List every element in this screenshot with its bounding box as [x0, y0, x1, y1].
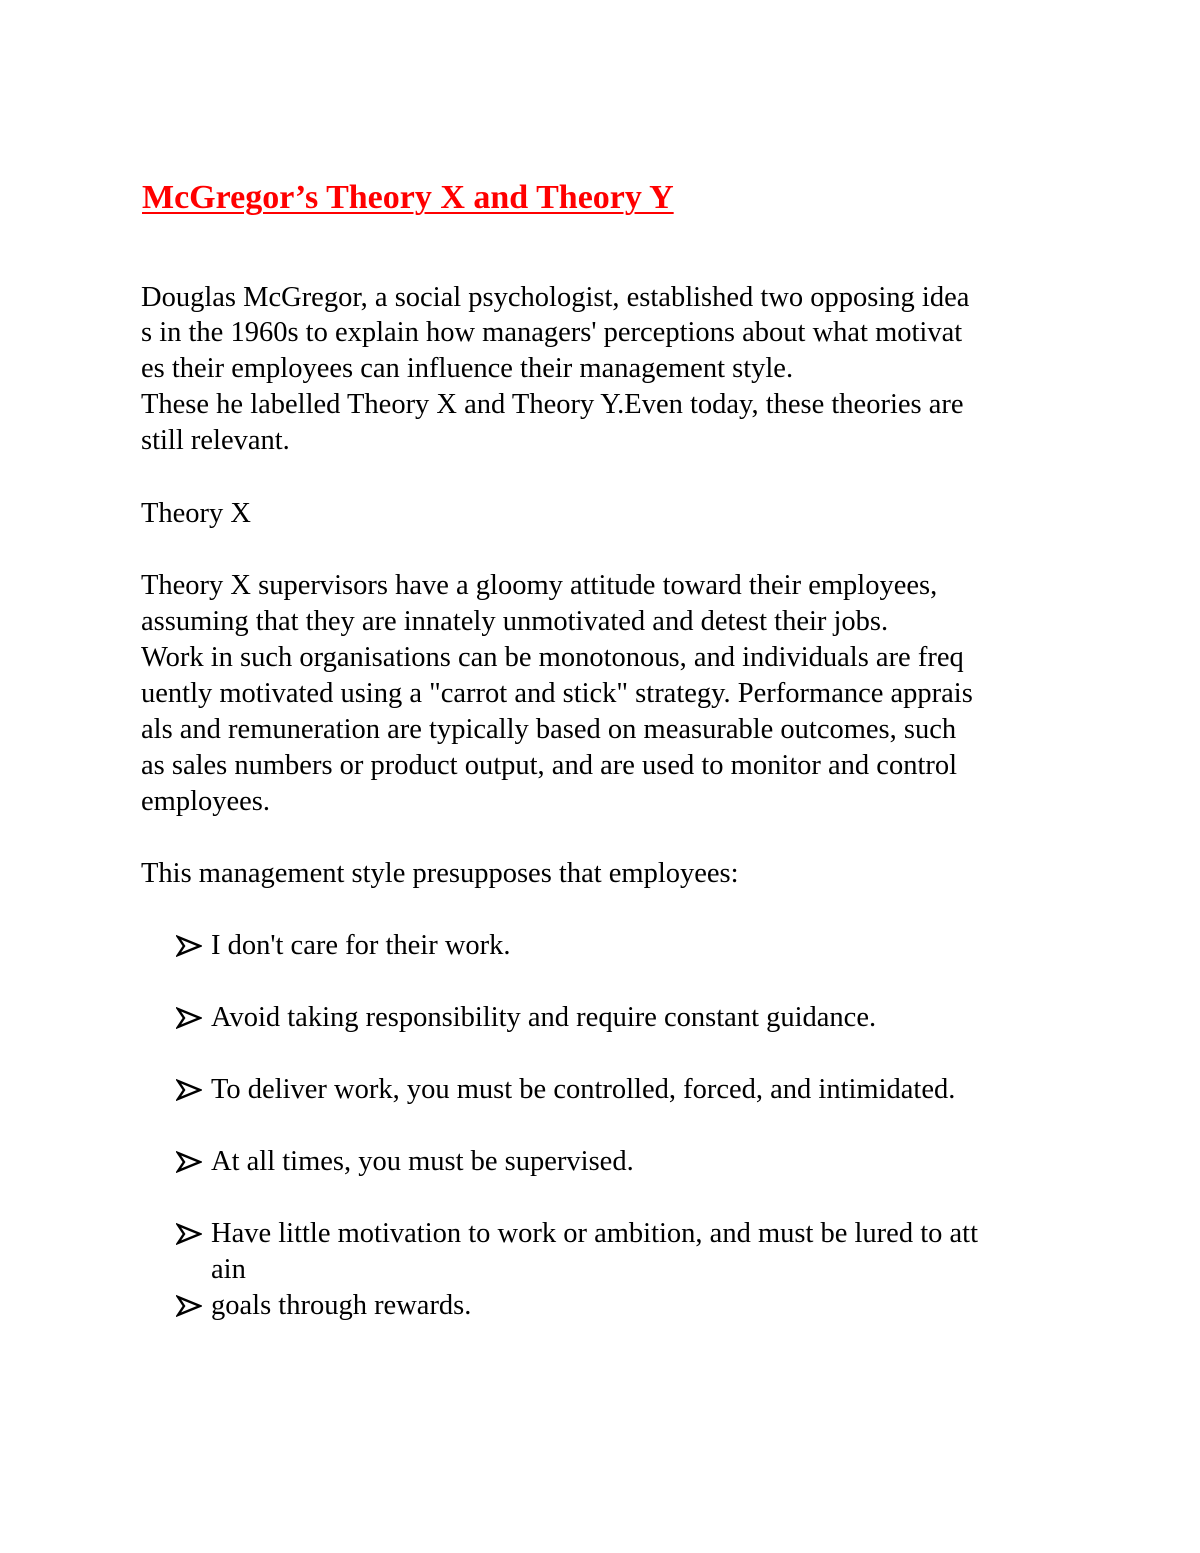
bullet-item: At all times, you must be supervised.: [211, 1146, 634, 1177]
intro-line: s in the 1960s to explain how managers' perceptions about what motivat: [141, 317, 963, 348]
theory-x-line: assuming that they are innately unmotivated and detest their jobs.: [141, 606, 889, 637]
bullet-item: goals through rewards.: [211, 1290, 472, 1321]
arrowhead-bullet-icon: [176, 1151, 202, 1173]
theory-x-line: Theory X supervisors have a gloomy attitude toward their employees,: [141, 570, 938, 601]
bullet-item: Avoid taking responsibility and require constant guidance.: [211, 1002, 877, 1033]
arrowhead-bullet-icon: [176, 1223, 202, 1245]
bullet-item: Have little motivation to work or ambition, and must be lured to att: [211, 1218, 978, 1249]
arrowhead-bullet-icon: [176, 1295, 202, 1317]
bullet-item-continuation: ain: [211, 1254, 246, 1285]
section-heading: Theory X: [141, 498, 252, 529]
theory-x-line: uently motivated using a "carrot and stick" strategy. Performance apprais: [141, 678, 973, 709]
theory-x-line: als and remuneration are typically based on measurable outcomes, such: [141, 714, 957, 745]
intro-line: still relevant.: [141, 425, 290, 456]
intro-line: es their employees can influence their management style.: [141, 353, 794, 384]
bullet-item: I don't care for their work.: [211, 930, 511, 961]
intro-line: These he labelled Theory X and Theory Y.Even today, these theories are: [141, 389, 964, 420]
theory-x-line: Work in such organisations can be monotonous, and individuals are freq: [141, 642, 964, 673]
intro-line: Douglas McGregor, a social psychologist, established two opposing idea: [141, 282, 970, 313]
bullet-item: To deliver work, you must be controlled, forced, and intimidated.: [211, 1074, 956, 1105]
arrowhead-bullet-icon: [176, 1079, 202, 1101]
list-intro: This management style presupposes that employees:: [141, 858, 739, 889]
arrowhead-bullet-icon: [176, 1007, 202, 1029]
document-title: McGregor’s Theory X and Theory Y: [142, 179, 674, 216]
arrowhead-bullet-icon: [176, 935, 202, 957]
theory-x-line: as sales numbers or product output, and are used to monitor and control: [141, 750, 958, 781]
theory-x-line: employees.: [141, 786, 271, 817]
